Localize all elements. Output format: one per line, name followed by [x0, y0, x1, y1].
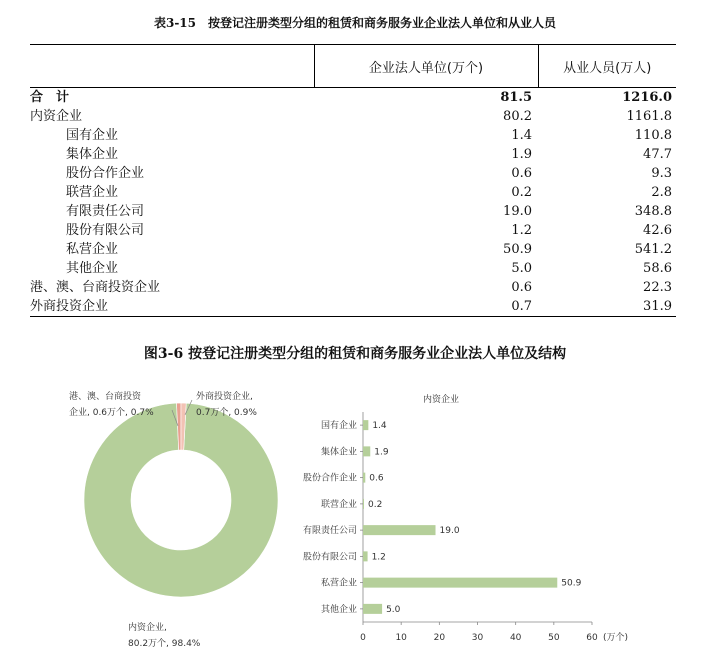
- donut-label-foreign-line2: 0.7万个, 0.9%: [196, 408, 257, 418]
- header-category: [30, 45, 314, 88]
- table-row: [30, 259, 676, 278]
- donut-label-hmt-line2: 企业, 0.6万个, 0.7%: [69, 408, 154, 418]
- bar-x-tick-label: 40: [509, 633, 522, 643]
- bar: [363, 578, 557, 588]
- row-label: 外商投资企业: [30, 297, 314, 317]
- donut-label-hmt-line1: 港、澳、台商投资: [69, 392, 142, 402]
- row-persons: 47.7: [643, 147, 672, 162]
- bar-x-tick-label: 30: [471, 633, 484, 643]
- row-persons: 110.8: [634, 128, 672, 143]
- table-row: [30, 297, 676, 317]
- row-units: 0.6: [511, 166, 532, 181]
- bar-category-label: 股份有限公司: [302, 552, 357, 563]
- bar-value-label: 5.0: [386, 604, 401, 615]
- bar-value-label: 1.2: [371, 552, 386, 563]
- row-persons: 22.3: [643, 280, 672, 295]
- row-units: 1.9: [511, 147, 532, 162]
- figure-title: 图3-6 按登记注册类型分组的租赁和商务服务业企业法人单位及结构: [143, 346, 567, 362]
- donut-label-domestic-line1: 内资企业,: [128, 623, 167, 633]
- table-row: [30, 278, 676, 297]
- row-units: 50.9: [503, 242, 532, 257]
- bar: [363, 604, 382, 614]
- bar-category-label: 联营企业: [320, 499, 357, 510]
- row-persons: 1161.8: [626, 109, 672, 124]
- donut-label-domestic-line2: 80.2万个, 98.4%: [128, 639, 201, 649]
- table-row: [30, 183, 676, 202]
- row-label: 内资企业: [30, 109, 83, 124]
- row-persons: 2.8: [651, 185, 672, 200]
- row-persons: 31.9: [538, 297, 676, 317]
- bar-value-label: 0.2: [368, 499, 383, 510]
- row-units: 0.2: [511, 185, 532, 200]
- row-persons: 1216.0: [622, 90, 672, 105]
- table-row: [30, 202, 676, 221]
- row-units: 0.7: [314, 297, 538, 317]
- bar: [363, 446, 370, 456]
- row-persons: 541.2: [634, 242, 672, 257]
- bar-x-tick-label: 50: [548, 633, 560, 643]
- row-units: 0.6: [511, 280, 532, 295]
- bar-value-label: 0.6: [369, 473, 384, 484]
- table-header-row: [30, 45, 676, 88]
- bar: [363, 473, 365, 483]
- row-label: 联营企业: [66, 185, 119, 200]
- row-units: 5.0: [511, 261, 532, 276]
- row-label: 集体企业: [66, 147, 119, 162]
- bar-value-label: 1.9: [374, 447, 389, 458]
- bar-value-label: 50.9: [561, 578, 582, 589]
- bar: [363, 420, 368, 430]
- header-persons: 从业人员(万人): [538, 45, 676, 88]
- bar: [363, 499, 364, 509]
- bar-category-label: 私营企业: [320, 578, 357, 589]
- row-persons: 9.3: [651, 166, 672, 181]
- table-row: [30, 88, 676, 108]
- table-row: [30, 164, 676, 183]
- table-row: [30, 240, 676, 259]
- row-label: 其他企业: [66, 261, 119, 276]
- row-label: 私营企业: [66, 242, 119, 257]
- row-label: 港、澳、台商投资企业: [30, 280, 161, 295]
- table-row: [30, 221, 676, 240]
- row-units: 1.2: [511, 223, 532, 238]
- bar-value-label: 1.4: [372, 421, 387, 432]
- bar-category-label: 股份合作企业: [302, 473, 357, 484]
- table-row: [30, 145, 676, 164]
- row-persons: 42.6: [643, 223, 672, 238]
- chart-area: [0, 370, 710, 666]
- row-units: 81.5: [500, 90, 532, 105]
- row-persons: 58.6: [643, 261, 672, 276]
- bar-x-tick-label: 10: [395, 633, 407, 643]
- row-label: 合 计: [30, 90, 70, 105]
- row-persons: 348.8: [634, 204, 672, 219]
- bar-x-tick-label: 20: [433, 633, 446, 643]
- table-title: 表3-15 按登记注册类型分组的租赁和商务服务业企业法人单位和从业人员: [153, 16, 557, 30]
- row-label: 有限责任公司: [66, 204, 145, 219]
- table-body: [30, 88, 676, 317]
- bar-category-label: 其他企业: [320, 604, 357, 615]
- row-label: 股份有限公司: [66, 223, 145, 238]
- data-table: [30, 44, 676, 317]
- row-units: 19.0: [503, 204, 532, 219]
- row-units: 1.4: [511, 128, 532, 143]
- bar-value-label: 19.0: [439, 526, 460, 537]
- row-label: 股份合作企业: [66, 166, 145, 181]
- bar-category-label: 有限责任公司: [302, 526, 357, 537]
- row-label: 国有企业: [66, 128, 119, 143]
- bar-chart-title: 内资企业: [423, 395, 460, 405]
- bar: [363, 551, 368, 561]
- bar: [363, 525, 436, 535]
- bar-category-label: 国有企业: [320, 421, 357, 432]
- table-row: [30, 126, 676, 145]
- row-units: 80.2: [503, 109, 532, 124]
- bar-category-label: 集体企业: [320, 447, 357, 458]
- bar-x-tick-label: 0: [360, 633, 366, 643]
- bar-x-unit-label: (万个): [603, 633, 629, 643]
- donut-label-foreign-line1: 外商投资企业,: [196, 392, 253, 402]
- bar-x-tick-label: 60: [586, 633, 598, 643]
- table-row: [30, 107, 676, 126]
- header-units: 企业法人单位(万个): [314, 45, 538, 88]
